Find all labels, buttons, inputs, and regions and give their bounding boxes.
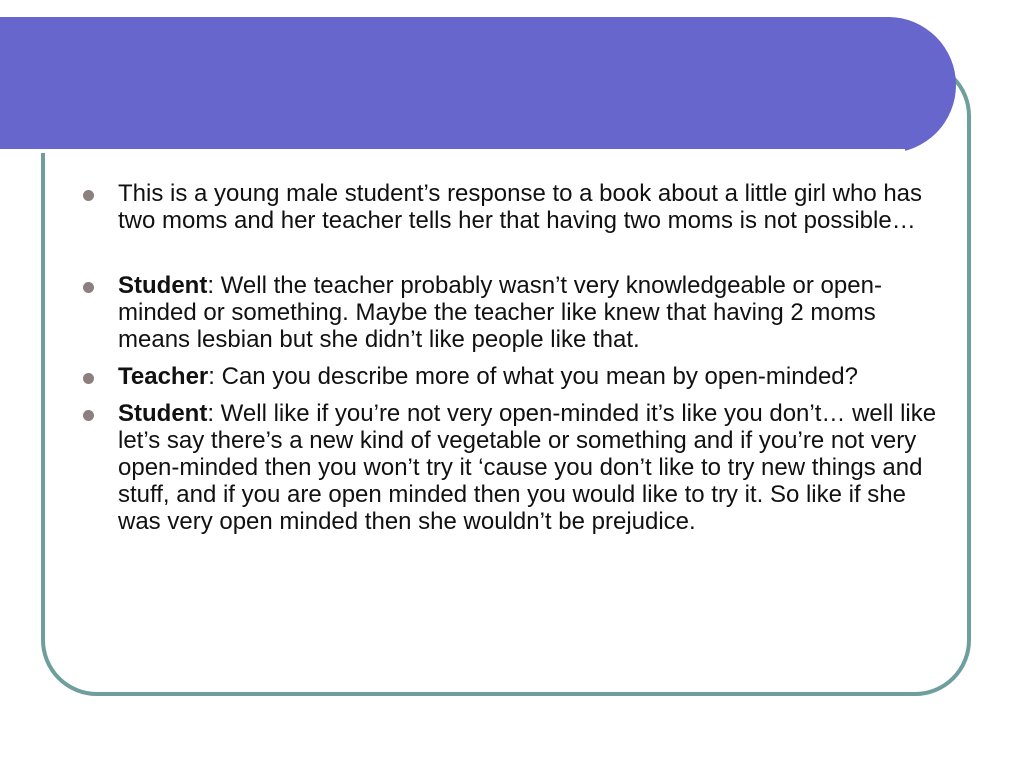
banner-divider-line <box>0 149 905 153</box>
bullet-text: : Can you describe more of what you mean by open-minded? <box>208 363 858 390</box>
bullet-text: : Well like if you’re not very open-minded it’s like you don’t… well like let’s say there’s a new kind of vegetable or something and if you’re not very open-minded then you won’t try it ‘cause you don’t like to try new things and stuff, and if you are open minded then you would like to try it. So like if she was very open minded then she wouldn’t be prejudice. <box>118 400 937 535</box>
bullet-intro <box>80 180 950 234</box>
bullet-teacher-question <box>80 363 950 390</box>
bullet-student-response <box>80 272 950 353</box>
bullet-dot-icon <box>83 373 94 384</box>
speaker-label: Teacher <box>118 363 209 390</box>
bullet-student-explanation <box>80 400 950 535</box>
speaker-label: Student <box>118 272 208 299</box>
bullet-dot-icon <box>83 410 94 421</box>
bullet-text: : Well the teacher probably wasn’t very knowledgeable or open-minded or something. Maybe the teacher like knew that having 2 moms means lesbian but she didn’t like people like that. <box>118 272 882 353</box>
bullet-dot-icon <box>83 282 94 293</box>
slide-body <box>80 180 950 535</box>
title-banner <box>0 17 956 153</box>
bullet-dot-icon <box>83 190 94 201</box>
speaker-label: Student <box>118 400 208 427</box>
bullet-text: This is a young male student’s response to a book about a little girl who has two moms and her teacher tells her that having two moms is not possible… <box>118 180 923 234</box>
